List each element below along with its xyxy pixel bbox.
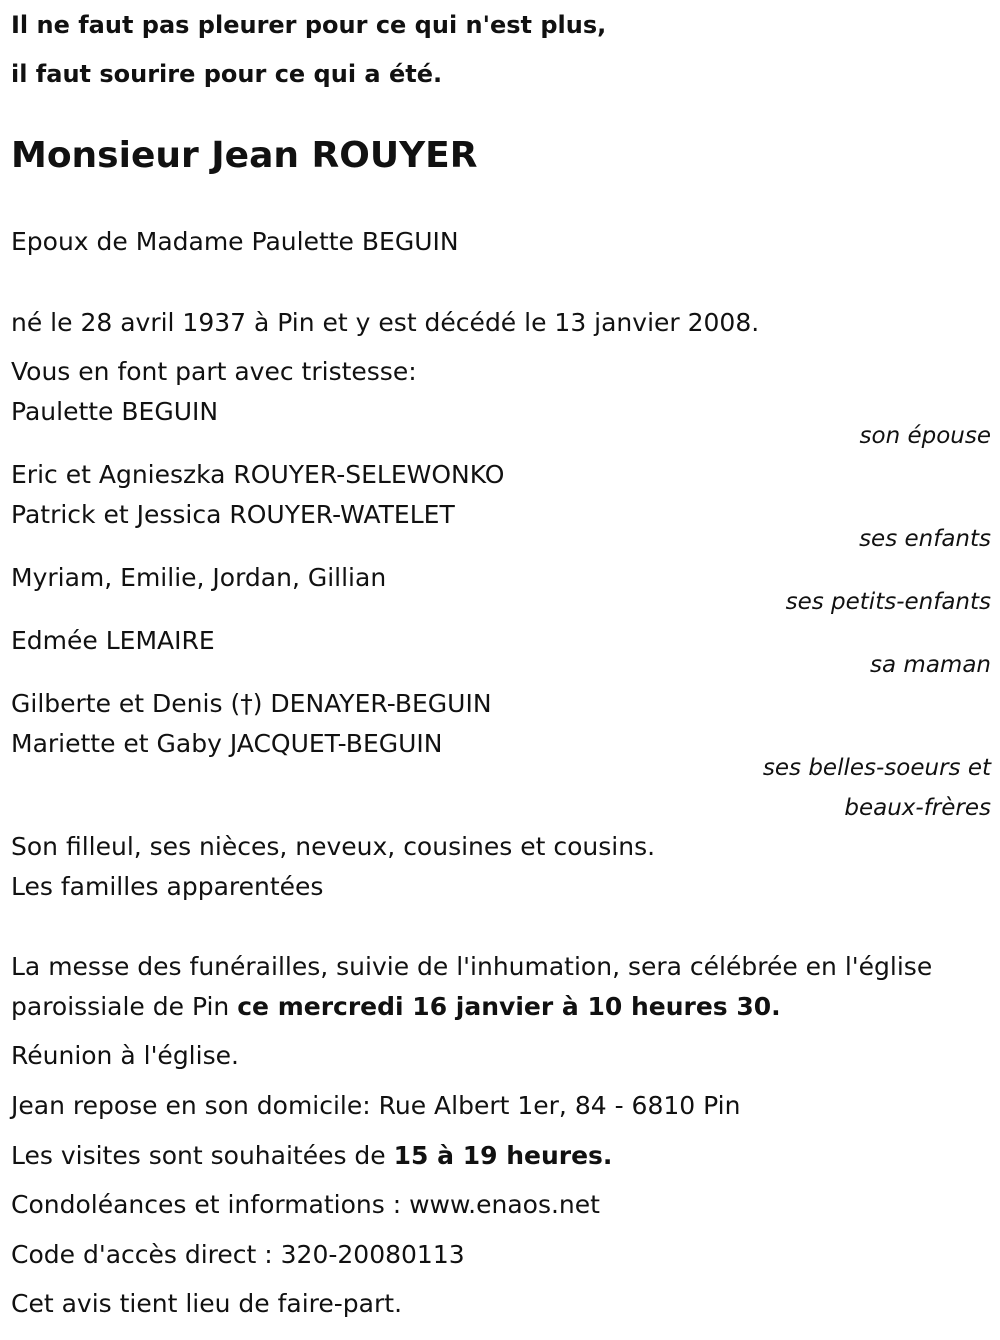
family-others: Les familles apparentées [11,872,324,901]
meeting-line: Réunion à l'église. [11,1041,239,1070]
family-role: ses petits-enfants [785,589,991,615]
family-role: sa maman [870,652,991,678]
family-role: ses enfants [859,526,991,552]
family-name: Eric et Agnieszka ROUYER-SELEWONKO [11,460,505,489]
visits-text: Les visites sont souhaitées de [11,1141,394,1170]
family-intro: Vous en font part avec tristesse: [11,357,417,386]
ceremony-line-2 [11,991,781,1023]
ceremony-place: paroissiale de Pin [11,992,238,1021]
family-role: son épouse [859,423,991,449]
family-name: Myriam, Emilie, Jordan, Gillian [11,563,387,592]
visits-hours: 15 à 19 heures. [393,1141,613,1170]
deceased-name: Monsieur Jean ROUYER [11,135,478,176]
condolences-line: Condoléances et informations : www.enaos.net [11,1190,600,1219]
ceremony-date: ce mercredi 16 janvier à 10 heures 30. [237,992,781,1021]
family-name: Edmée LEMAIRE [11,626,215,655]
dates-line: né le 28 avril 1937 à Pin et y est décédé le 13 janvier 2008. [11,308,760,337]
ceremony-line-1: La messe des funérailles, suivie de l'inhumation, sera célébrée en l'église [11,952,933,981]
closing-line: Cet avis tient lieu de faire-part. [11,1289,403,1318]
quote-line-1: Il ne faut pas pleurer pour ce qui n'est plus, [11,11,607,39]
family-name: Mariette et Gaby JACQUET-BEGUIN [11,729,443,758]
family-name: Patrick et Jessica ROUYER-WATELET [11,500,455,529]
family-name: Paulette BEGUIN [11,397,219,426]
access-code-line: Code d'accès direct : 320-20080113 [11,1240,465,1269]
spouse-line: Epoux de Madame Paulette BEGUIN [11,227,459,256]
visits-line [11,1140,612,1172]
quote-line-2: il faut sourire pour ce qui a été. [11,60,443,88]
family-others: Son filleul, ses nièces, neveux, cousines et cousins. [11,832,656,861]
family-name: Gilberte et Denis (†) DENAYER-BEGUIN [11,689,492,718]
family-role: ses belles-soeurs et [762,755,991,781]
family-role: beaux-frères [844,795,991,821]
rest-line: Jean repose en son domicile: Rue Albert 1er, 84 - 6810 Pin [11,1091,741,1120]
